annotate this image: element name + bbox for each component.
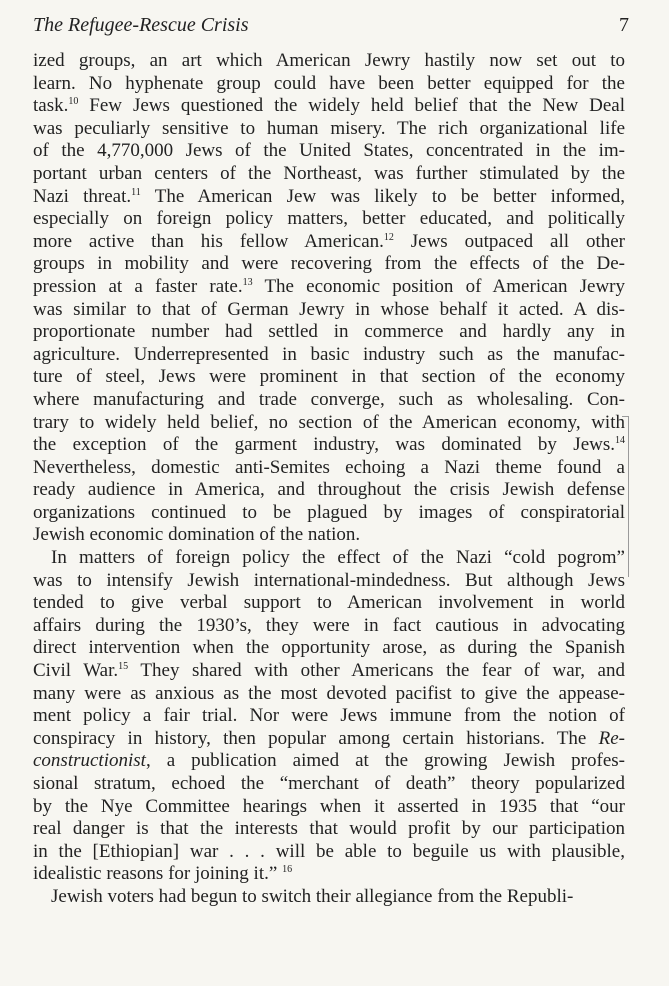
text-line: conspiracy in history, then popular among certain historians. The Re- xyxy=(33,727,625,749)
footnote-marker: 13 xyxy=(242,276,253,288)
text-line: Nevertheless, domestic anti-Semites echoing a Nazi theme found a xyxy=(33,456,625,478)
text-line: ture of steel, Jews were prominent in that section of the economy xyxy=(33,366,625,388)
text-line: where manufacturing and trade converge, such as wholesaling. Con- xyxy=(33,388,625,410)
text-line: constructionist, a publication aimed at the growing Jewish profes- xyxy=(33,750,625,772)
footnote-marker: 12 xyxy=(383,231,394,243)
book-page xyxy=(33,14,629,909)
text-line: Jewish voters had begun to switch their allegiance from the Republi- xyxy=(51,885,574,907)
text-line: real danger is that the interests that would profit by our participation xyxy=(33,818,625,840)
text-line: by the Nye Committee hearings when it asserted in 1935 that “our xyxy=(33,795,625,817)
margin-bracket-mark xyxy=(622,416,629,577)
text-line: many were as anxious as the most devoted pacifist to give the appease- xyxy=(33,682,625,704)
text-line: ment policy a fair trial. Nor were Jews immune from the notion of xyxy=(33,705,625,727)
text-line: trary to widely held belief, no section of the American economy, with xyxy=(33,411,625,433)
text-line: groups in mobility and were recovering from the effects of the De- xyxy=(33,253,625,275)
body-text xyxy=(33,50,625,909)
text-line: of the 4,770,000 Jews of the United States, concentrated in the im- xyxy=(33,140,625,162)
text-line: ized groups, an art which American Jewry hastily now set out to xyxy=(33,50,625,71)
text-line: agriculture. Underrepresented in basic industry such as the manufac- xyxy=(33,343,625,365)
paragraph xyxy=(33,547,625,886)
text-line: Jewish economic domination of the nation. xyxy=(33,524,361,546)
text-line: task.$^{10}$ Few Jews questioned the widely held belief that the New Deal xyxy=(33,95,625,117)
footnote-marker: 15 xyxy=(118,661,129,673)
text-line: tended to give verbal support to American involvement in world xyxy=(33,592,625,614)
text-line: proportionate number had settled in commerce and hardly any in xyxy=(33,321,625,343)
text-line: Nazi threat.$^{11}$ The American Jew was likely to be better informed, xyxy=(33,185,625,207)
text-line: direct intervention when the opportunity arose, as during the Spanish xyxy=(33,637,625,659)
text-line: in the [Ethiopian] war . . . will be able to beguile us with plausible, xyxy=(33,840,625,862)
text-line: Civil War.$^{15}$ They shared with other Americans the fear of war, and xyxy=(33,660,625,682)
text-line: organizations continued to be plagued by images of conspiratorial xyxy=(33,501,625,523)
text-line: more active than his fellow American.$^{12}$ Jews outpaced all other xyxy=(33,230,625,252)
text-line: ready audience in America, and throughout the crisis Jewish defense xyxy=(33,479,625,501)
footnote-marker: 16 xyxy=(282,864,293,876)
text-line: pression at a faster rate.$^{13}$ The economic position of American Jewry xyxy=(33,275,626,297)
footnote-marker: 11 xyxy=(131,186,141,198)
text-line: portant urban centers of the Northeast, was further stimulated by the xyxy=(33,162,625,184)
text-line: idealistic reasons for joining it.” $^{16}$ xyxy=(33,863,293,885)
text-line: sional stratum, echoed the “merchant of death” theory popularized xyxy=(33,773,625,794)
running-head-title: The Refugee-Rescue Crisis xyxy=(33,14,249,36)
footnote-marker: 14 xyxy=(615,435,625,447)
text-line: was similar to that of German Jewry in whose behalf it acted. A dis- xyxy=(33,298,625,320)
text-line: was to intensify Jewish international-mindedness. But although Jews xyxy=(33,569,625,591)
paragraph xyxy=(33,50,625,547)
text-line: especially on foreign policy matters, better educated, and politically xyxy=(33,208,625,230)
paragraph xyxy=(33,886,625,909)
page-number: 7 xyxy=(619,14,629,36)
text-line: the exception of the garment industry, was dominated by Jews.$^{14}$ xyxy=(33,434,625,456)
running-head xyxy=(33,14,629,50)
text-line: was peculiarly sensitive to human misery. The rich organizational life xyxy=(33,117,625,139)
text-line: learn. No hyphenate group could have been better equipped for the xyxy=(33,72,625,94)
text-line: affairs during the 1930’s, they were in fact cautious in advocating xyxy=(33,614,625,636)
text-line: In matters of foreign policy the effect of the Nazi “cold pogrom” xyxy=(51,547,625,569)
footnote-marker: 10 xyxy=(68,96,79,108)
